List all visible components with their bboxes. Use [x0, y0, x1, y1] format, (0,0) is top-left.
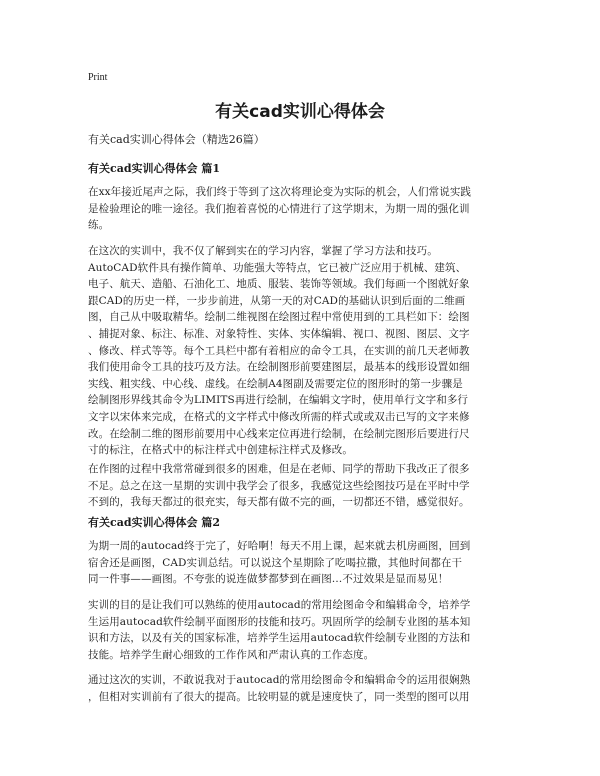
text-line: 改。在绘制二维的图形前要用中心线来定位再进行绘制，在绘制完图形后要进行尺: [88, 427, 470, 440]
text-line: 、捕捉对象、标注、标准、对象特性、实体、实体编辑、视口、视图、图层、文字: [88, 327, 470, 340]
paragraph: [88, 597, 514, 663]
text-line: 宿舍还是画图，CAD实训总结。可以说这个星期除了吃喝拉撒，其他时间都在干: [88, 556, 463, 569]
text-line: 文字以宋体来完成，在格式的文字样式中修改所需的样式或或双击已写的文字来修: [88, 410, 470, 423]
section-heading-2: 有关cad实训心得体会 篇2: [88, 516, 220, 529]
text-line: 技能。培养学生耐心细致的工作作风和严肃认真的工作态度。: [88, 648, 375, 661]
text-line: 寸的标注，在格式中的标注样式中创建标注样式及修改。: [88, 444, 353, 457]
text-line: 绘制图形界线其命令为LIMITS再进行绘制，在编辑文字时，使用单行文字和多行: [88, 394, 469, 407]
text-line: 同一件事——画图。不夸张的说连做梦都梦到在画图…不过效果是显而易见！: [88, 573, 449, 586]
text-line: 生运用autocad软件绘制平面图形的技能和技巧。巩固所学的绘制专业图的基本知: [88, 615, 471, 628]
text-line: ，但相对实训前有了很大的提高。比较明显的就是速度快了，同一类型的图可以用: [88, 690, 470, 703]
text-line: 我们使用命令工具的技巧及方法。在绘制图形前要建图层，最基本的线形设置如细: [88, 361, 470, 374]
text-line: 实线、粗实线、中心线、虚线。在绘制A4图副及需要定位的图形时的第一步骤是: [88, 377, 463, 390]
text-line: 不足。总之在这一星期的实训中我学会了很多，我感觉这些绘图技巧是在平时中学: [88, 479, 470, 492]
paragraph: [88, 672, 514, 705]
text-line: 是检验理论的唯一途径。我们抱着喜悦的心情进行了这学期末，为期一周的强化训: [88, 202, 470, 215]
paragraph: [88, 538, 514, 588]
text-line: 通过这次的实训，不敢说我对于autocad的常用绘图命令和编辑命令的运用很娴熟: [88, 674, 471, 686]
text-line: 、修改、样式等等。每个工具栏中都有着相应的命令工具，在实训的前几天老师教: [88, 344, 470, 357]
document-subtitle: 有关cad实训心得体会（精选26篇）: [88, 133, 265, 146]
print-link[interactable]: Print: [88, 72, 108, 83]
document-title: 有关cad实训心得体会: [215, 102, 385, 122]
text-line: 不到的，我每天都过的很充实，每天都有做不完的画，一切都还不错，感觉很好。: [88, 496, 470, 509]
paragraph: [88, 461, 514, 511]
text-line: 在作图的过程中我常常碰到很多的困难，但是在老师、同学的帮助下我改正了很多: [88, 463, 470, 475]
text-line: 图，自己从中吸取精华。绘制二维视图在绘图过程中常使用到的工具栏如下：绘图: [88, 311, 470, 324]
text-line: AutoCAD软件具有操作简单、功能强大等特点，它已被广泛应用于机械、建筑、: [88, 261, 467, 274]
text-line: 跟CAD的历史一样，一步步前进，从第一天的对CAD的基础认识到后面的二维画: [88, 294, 466, 307]
paragraph: [88, 184, 514, 234]
text-line: 识和方法，以及有关的国家标准，培养学生运用autocad软件绘制专业图的方法和: [88, 632, 471, 645]
text-line: 练。: [88, 219, 110, 232]
text-line: 在这次的实训中，我不仅了解到实在的学习内容，掌握了学习方法和技巧。: [88, 245, 438, 257]
text-line: 为期一周的autocad终于完了，好哈啊！每天不用上课，起来就去机房画图，回到: [88, 540, 471, 552]
section-heading-1: 有关cad实训心得体会 篇1: [88, 162, 220, 175]
text-line: 电子、航天、造船、石油化工、地质、服装、装饰等领域。我们每画一个图就好象: [88, 278, 470, 291]
text-line: 在xx年接近尾声之际，我们终于等到了这次将理论变为实际的机会，人们常说实践: [88, 186, 472, 198]
paragraph: [88, 243, 514, 459]
text-line: 实训的目的是让我们可以熟练的使用autocad的常用绘图命令和编辑命令，培养学: [88, 599, 471, 611]
